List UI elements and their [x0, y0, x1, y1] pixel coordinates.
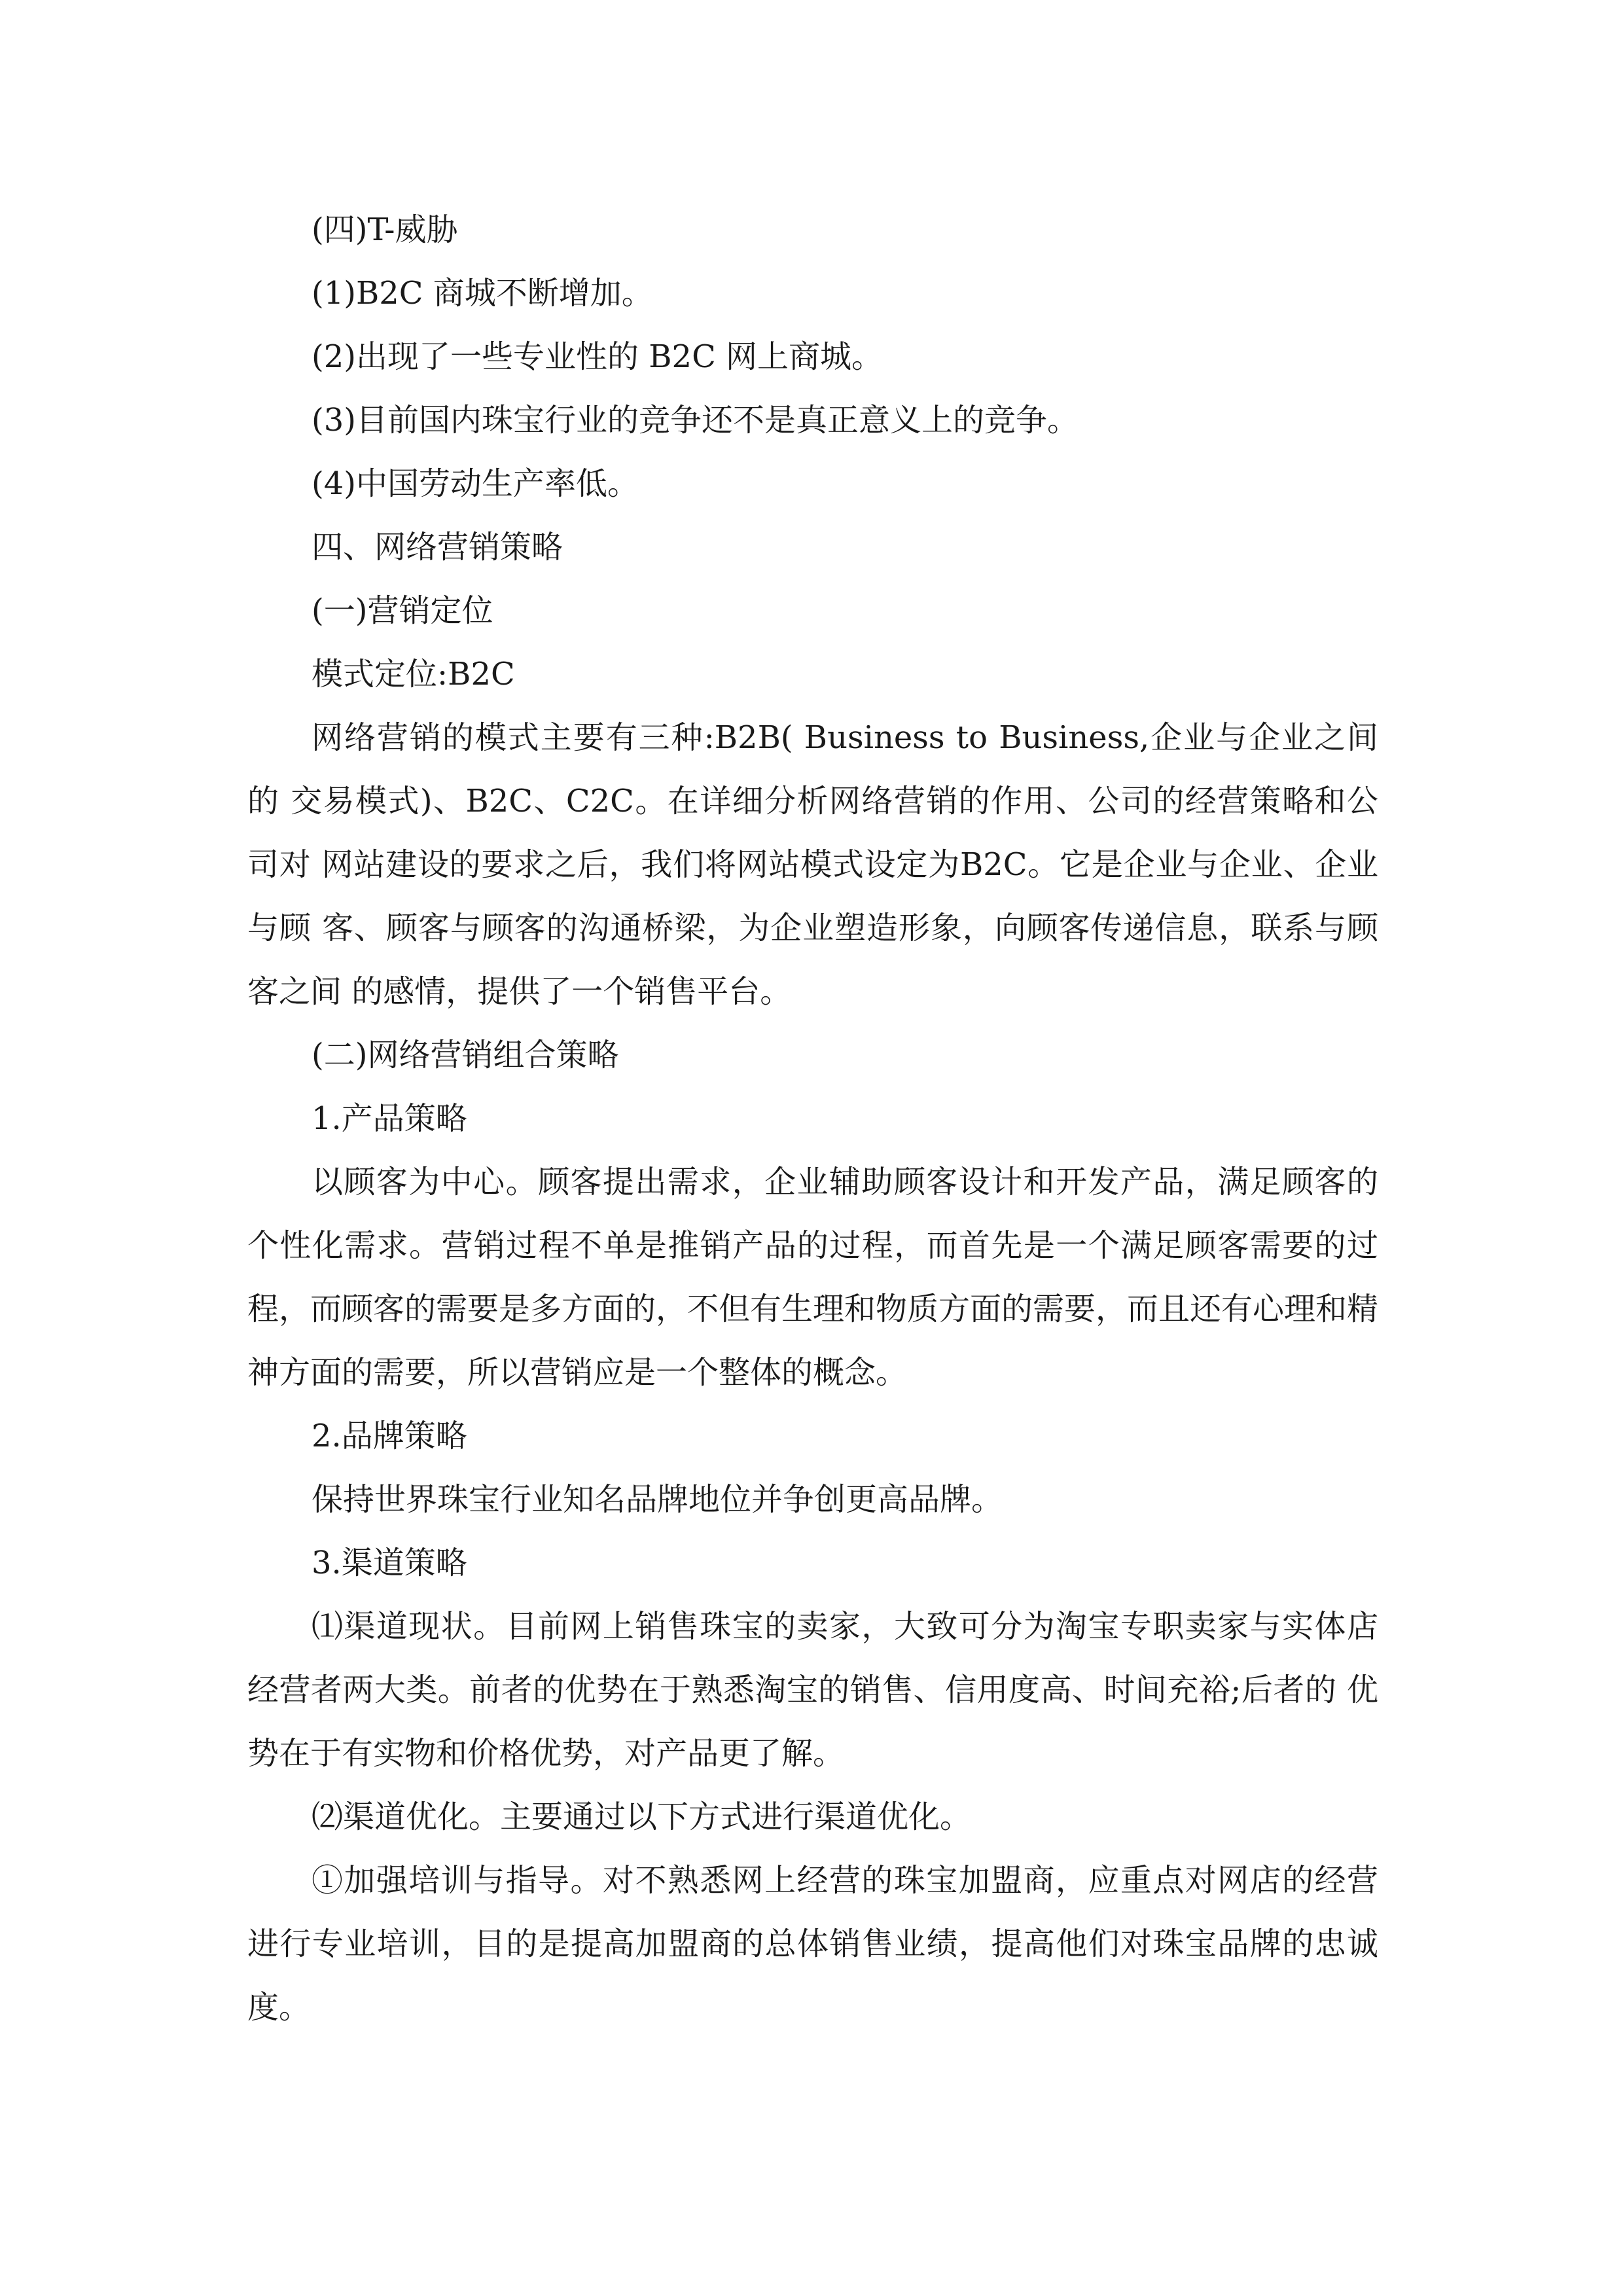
- paragraph-training: ①加强培训与指导。对不熟悉网上经营的珠宝加盟商，应重点对网店的经营进行专业培训，目的是提高加盟商的总体销售业绩，提高他们对珠宝品牌的忠诚度。: [247, 1862, 1378, 2026]
- list-item: (2)出现了一些专业性的 B2C 网上商城。: [312, 338, 883, 375]
- heading-brand-strategy: 2.品牌策略: [312, 1418, 467, 1454]
- list-item: (4)中国劳动生产率低。: [312, 465, 639, 502]
- paragraph-channel-status: ⑴渠道现状。目前网上销售珠宝的卖家，大致可分为淘宝专职卖家与实体店经营者两大类。前者的优势在于熟悉淘宝的销售、信用度高、时间充裕;后者的 优势在于有实物和价格优势，对产品更了解。: [247, 1608, 1378, 1772]
- paragraph-product-strategy: 以顾客为中心。顾客提出需求，企业辅助顾客设计和开发产品，满足顾客的个性化需求。营销过程不单是推销产品的过程，而首先是一个满足顾客需要的过程，而顾客的需要是多方面的，不但有生理和物质方面的需要，而且还有心理和精 神方面的需要，所以营销应是一个整体的概念。: [247, 1164, 1379, 1391]
- document-body: [247, 198, 1378, 2039]
- heading-product-strategy: 1.产品策略: [312, 1100, 467, 1137]
- list-item: (3)目前国内珠宝行业的竞争还不是真正意义上的竞争。: [312, 402, 1079, 439]
- subsection-heading-mix-strategy: (二)网络营销组合策略: [312, 1037, 619, 1073]
- paragraph-marketing-model: 网络营销的模式主要有三种:B2B( Business to Business,企业与企业之间的 交易模式)、B2C、C2C。在详细分析网络营销的作用、公司的经营策略和公司对 网站建设的要求之后，我们将网站模式设定为B2C。它是企业与企业、企业与顾 客、顾客与顾客的沟通桥梁，为企业塑造形象，向顾客传递信息，联系与顾客之间 的感情，提供了一个销售平台。: [247, 719, 1378, 1010]
- paragraph-brand-strategy: 保持世界珠宝行业知名品牌地位并争创更高品牌。: [312, 1481, 1003, 1518]
- model-positioning-line: 模式定位:B2C: [312, 656, 515, 692]
- section-heading-strategy: 四、网络营销策略: [312, 529, 563, 565]
- heading-channel-strategy: 3.渠道策略: [312, 1545, 467, 1581]
- list-item: (1)B2C 商城不断增加。: [312, 275, 653, 312]
- section-heading-threats: (四)T-威胁: [312, 211, 458, 248]
- paragraph-channel-optimization: ⑵渠道优化。主要通过以下方式进行渠道优化。: [312, 1799, 972, 1835]
- subsection-heading-positioning: (一)营销定位: [312, 592, 493, 629]
